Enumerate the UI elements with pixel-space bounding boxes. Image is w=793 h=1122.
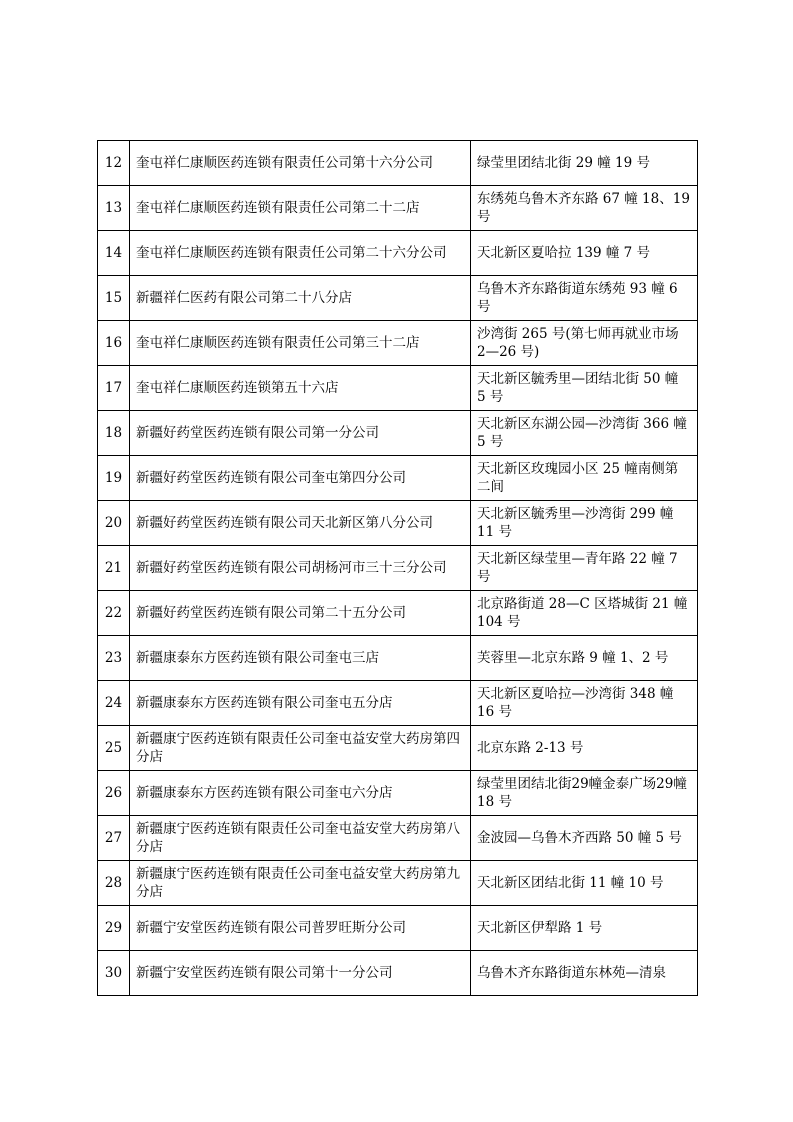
- store-name-cell: 奎屯祥仁康顺医药连锁有限责任公司第二十二店: [130, 186, 471, 231]
- row-number-cell: 25: [98, 726, 130, 771]
- row-number-cell: 21: [98, 546, 130, 591]
- row-number-cell: 19: [98, 456, 130, 501]
- store-name-cell: 新疆好药堂医药连锁有限公司天北新区第八分公司: [130, 501, 471, 546]
- row-number-cell: 16: [98, 321, 130, 366]
- store-address-cell: 金波园—乌鲁木齐西路 50 幢 5 号: [471, 816, 698, 861]
- store-name-cell: 奎屯祥仁康顺医药连锁有限责任公司第二十六分公司: [130, 231, 471, 276]
- table-row: [98, 456, 698, 501]
- table-row: [98, 546, 698, 591]
- store-name-cell: 新疆康宁医药连锁有限责任公司奎屯益安堂大药房第八分店: [130, 816, 471, 861]
- store-name-cell: 新疆祥仁医药有限公司第二十八分店: [130, 276, 471, 321]
- store-address-cell: 芙蓉里—北京东路 9 幢 1、2 号: [471, 636, 698, 681]
- table-body: [98, 141, 698, 996]
- store-name-cell: 新疆好药堂医药连锁有限公司第一分公司: [130, 411, 471, 456]
- store-name-cell: 新疆宁安堂医药连锁有限公司普罗旺斯分公司: [130, 906, 471, 951]
- row-number-cell: 29: [98, 906, 130, 951]
- row-number-cell: 24: [98, 681, 130, 726]
- store-address-cell: 天北新区绿莹里—青年路 22 幢 7 号: [471, 546, 698, 591]
- store-name-cell: 新疆康宁医药连锁有限责任公司奎屯益安堂大药房第九分店: [130, 861, 471, 906]
- row-number-cell: 12: [98, 141, 130, 186]
- table-row: [98, 276, 698, 321]
- row-number-cell: 15: [98, 276, 130, 321]
- store-address-cell: 天北新区夏哈拉—沙湾街 348 幢 16 号: [471, 681, 698, 726]
- row-number-cell: 27: [98, 816, 130, 861]
- store-name-cell: 新疆好药堂医药连锁有限公司奎屯第四分公司: [130, 456, 471, 501]
- store-name-cell: 新疆宁安堂医药连锁有限公司第十一分公司: [130, 951, 471, 996]
- table-row: [98, 231, 698, 276]
- row-number-cell: 18: [98, 411, 130, 456]
- store-address-cell: 天北新区毓秀里—团结北街 50 幢 5 号: [471, 366, 698, 411]
- table-row: [98, 501, 698, 546]
- store-address-cell: 绿莹里团结北街29幢金泰广场29幢 18 号: [471, 771, 698, 816]
- store-name-cell: 奎屯祥仁康顺医药连锁有限责任公司第十六分公司: [130, 141, 471, 186]
- table-row: [98, 636, 698, 681]
- store-name-cell: 新疆康宁医药连锁有限责任公司奎屯益安堂大药房第四分店: [130, 726, 471, 771]
- table-row: [98, 771, 698, 816]
- store-address-cell: 绿莹里团结北街 29 幢 19 号: [471, 141, 698, 186]
- table-row: [98, 321, 698, 366]
- row-number-cell: 30: [98, 951, 130, 996]
- store-address-cell: 北京路街道 28—C 区塔城街 21 幢 104 号: [471, 591, 698, 636]
- store-name-cell: 奎屯祥仁康顺医药连锁第五十六店: [130, 366, 471, 411]
- store-name-cell: 新疆康泰东方医药连锁有限公司奎屯六分店: [130, 771, 471, 816]
- table-row: [98, 186, 698, 231]
- store-address-cell: 天北新区团结北街 11 幢 10 号: [471, 861, 698, 906]
- store-name-cell: 奎屯祥仁康顺医药连锁有限责任公司第三十二店: [130, 321, 471, 366]
- table-row: [98, 411, 698, 456]
- store-address-cell: 天北新区毓秀里—沙湾街 299 幢 11 号: [471, 501, 698, 546]
- row-number-cell: 22: [98, 591, 130, 636]
- table-row: [98, 906, 698, 951]
- table-row: [98, 861, 698, 906]
- store-name-cell: 新疆康泰东方医药连锁有限公司奎屯五分店: [130, 681, 471, 726]
- row-number-cell: 28: [98, 861, 130, 906]
- row-number-cell: 13: [98, 186, 130, 231]
- table-row: [98, 591, 698, 636]
- store-address-cell: 东绣苑乌鲁木齐东路 67 幢 18、19 号: [471, 186, 698, 231]
- store-address-cell: 天北新区夏哈拉 139 幢 7 号: [471, 231, 698, 276]
- store-name-cell: 新疆康泰东方医药连锁有限公司奎屯三店: [130, 636, 471, 681]
- store-address-cell: 天北新区玫瑰园小区 25 幢南侧第二间: [471, 456, 698, 501]
- table-row: [98, 141, 698, 186]
- store-address-cell: 天北新区伊犁路 1 号: [471, 906, 698, 951]
- row-number-cell: 26: [98, 771, 130, 816]
- store-address-cell: 北京东路 2-13 号: [471, 726, 698, 771]
- store-address-cell: 乌鲁木齐东路街道东绣苑 93 幢 6 号: [471, 276, 698, 321]
- table-row: [98, 366, 698, 411]
- pharmacy-list-table: [97, 140, 698, 996]
- store-name-cell: 新疆好药堂医药连锁有限公司第二十五分公司: [130, 591, 471, 636]
- table-row: [98, 726, 698, 771]
- row-number-cell: 14: [98, 231, 130, 276]
- store-address-cell: 沙湾街 265 号(第七师再就业市场 2—26 号): [471, 321, 698, 366]
- table-row: [98, 681, 698, 726]
- store-name-cell: 新疆好药堂医药连锁有限公司胡杨河市三十三分公司: [130, 546, 471, 591]
- row-number-cell: 23: [98, 636, 130, 681]
- store-address-cell: 乌鲁木齐东路街道东林苑—清泉: [471, 951, 698, 996]
- table-row: [98, 816, 698, 861]
- row-number-cell: 20: [98, 501, 130, 546]
- table-row: [98, 951, 698, 996]
- store-address-cell: 天北新区东湖公园—沙湾街 366 幢 5 号: [471, 411, 698, 456]
- row-number-cell: 17: [98, 366, 130, 411]
